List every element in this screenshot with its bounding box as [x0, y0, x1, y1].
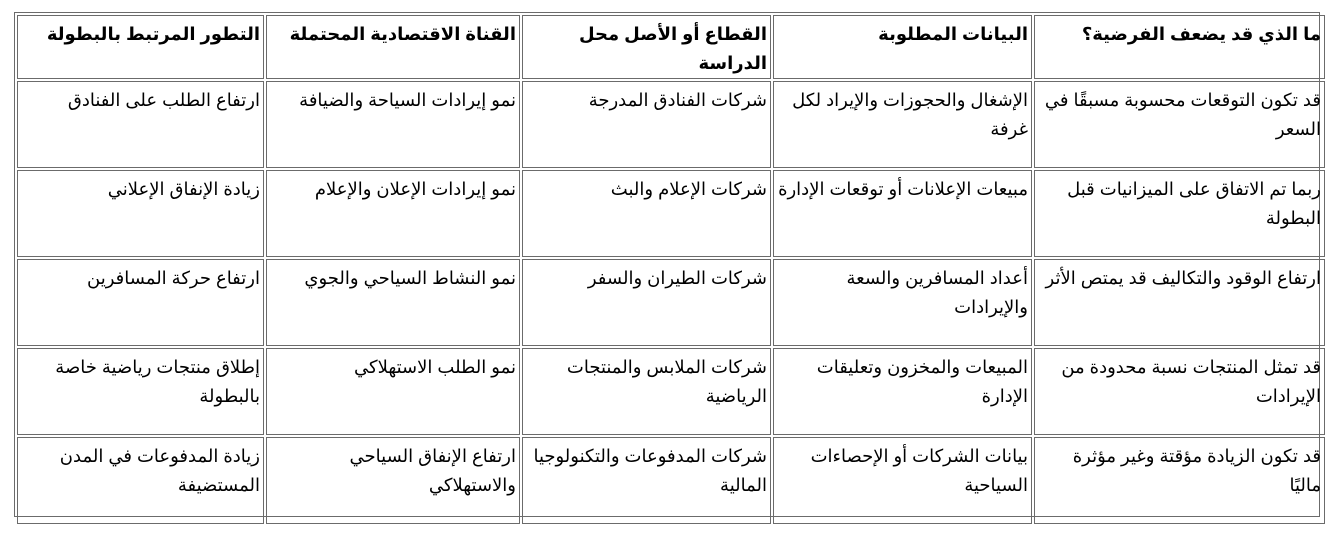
column-header-economic-channel: القناة الاقتصادية المحتملة [266, 15, 520, 79]
table-cell: شركات الطيران والسفر [522, 259, 771, 346]
table-cell: أعداد المسافرين والسعة والإيرادات [773, 259, 1032, 346]
hypothesis-table [15, 13, 1327, 526]
table-cell: إطلاق منتجات رياضية خاصة بالبطولة [17, 348, 264, 435]
table-cell: قد تكون التوقعات محسوبة مسبقًا في السعر [1034, 81, 1325, 168]
table-cell: قد تكون الزيادة مؤقتة وغير مؤثرة ماليًا [1034, 437, 1325, 524]
table-row [17, 348, 1325, 435]
table-cell: بيانات الشركات أو الإحصاءات السياحية [773, 437, 1032, 524]
table-cell: ارتفاع الطلب على الفنادق [17, 81, 264, 168]
table-cell: شركات الملابس والمنتجات الرياضية [522, 348, 771, 435]
table-cell: ارتفاع حركة المسافرين [17, 259, 264, 346]
table-frame [14, 12, 1320, 517]
table-cell: نمو إيرادات السياحة والضيافة [266, 81, 520, 168]
header-row [17, 15, 1325, 79]
table-row [17, 259, 1325, 346]
table-cell: نمو النشاط السياحي والجوي [266, 259, 520, 346]
table-cell: قد تمثل المنتجات نسبة محدودة من الإيرادات [1034, 348, 1325, 435]
table-cell: مبيعات الإعلانات أو توقعات الإدارة [773, 170, 1032, 257]
table-cell: ارتفاع الإنفاق السياحي والاستهلاكي [266, 437, 520, 524]
table-cell: الإشغال والحجوزات والإيراد لكل غرفة [773, 81, 1032, 168]
column-header-weakening-factors: ما الذي قد يضعف الفرضية؟ [1034, 15, 1325, 79]
table-cell: نمو إيرادات الإعلان والإعلام [266, 170, 520, 257]
column-header-tournament-development: التطور المرتبط بالبطولة [17, 15, 264, 79]
table-row [17, 437, 1325, 524]
table-cell: نمو الطلب الاستهلاكي [266, 348, 520, 435]
table-cell: شركات الإعلام والبث [522, 170, 771, 257]
column-header-required-data: البيانات المطلوبة [773, 15, 1032, 79]
column-header-sector-asset: القطاع أو الأصل محل الدراسة [522, 15, 771, 79]
table-cell: زيادة المدفوعات في المدن المستضيفة [17, 437, 264, 524]
table-cell: شركات الفنادق المدرجة [522, 81, 771, 168]
table-cell: ارتفاع الوقود والتكاليف قد يمتص الأثر [1034, 259, 1325, 346]
table-cell: زيادة الإنفاق الإعلاني [17, 170, 264, 257]
table-cell: شركات المدفوعات والتكنولوجيا المالية [522, 437, 771, 524]
table-cell: ربما تم الاتفاق على الميزانيات قبل البطولة [1034, 170, 1325, 257]
table-cell: المبيعات والمخزون وتعليقات الإدارة [773, 348, 1032, 435]
table-row [17, 81, 1325, 168]
table-row [17, 170, 1325, 257]
